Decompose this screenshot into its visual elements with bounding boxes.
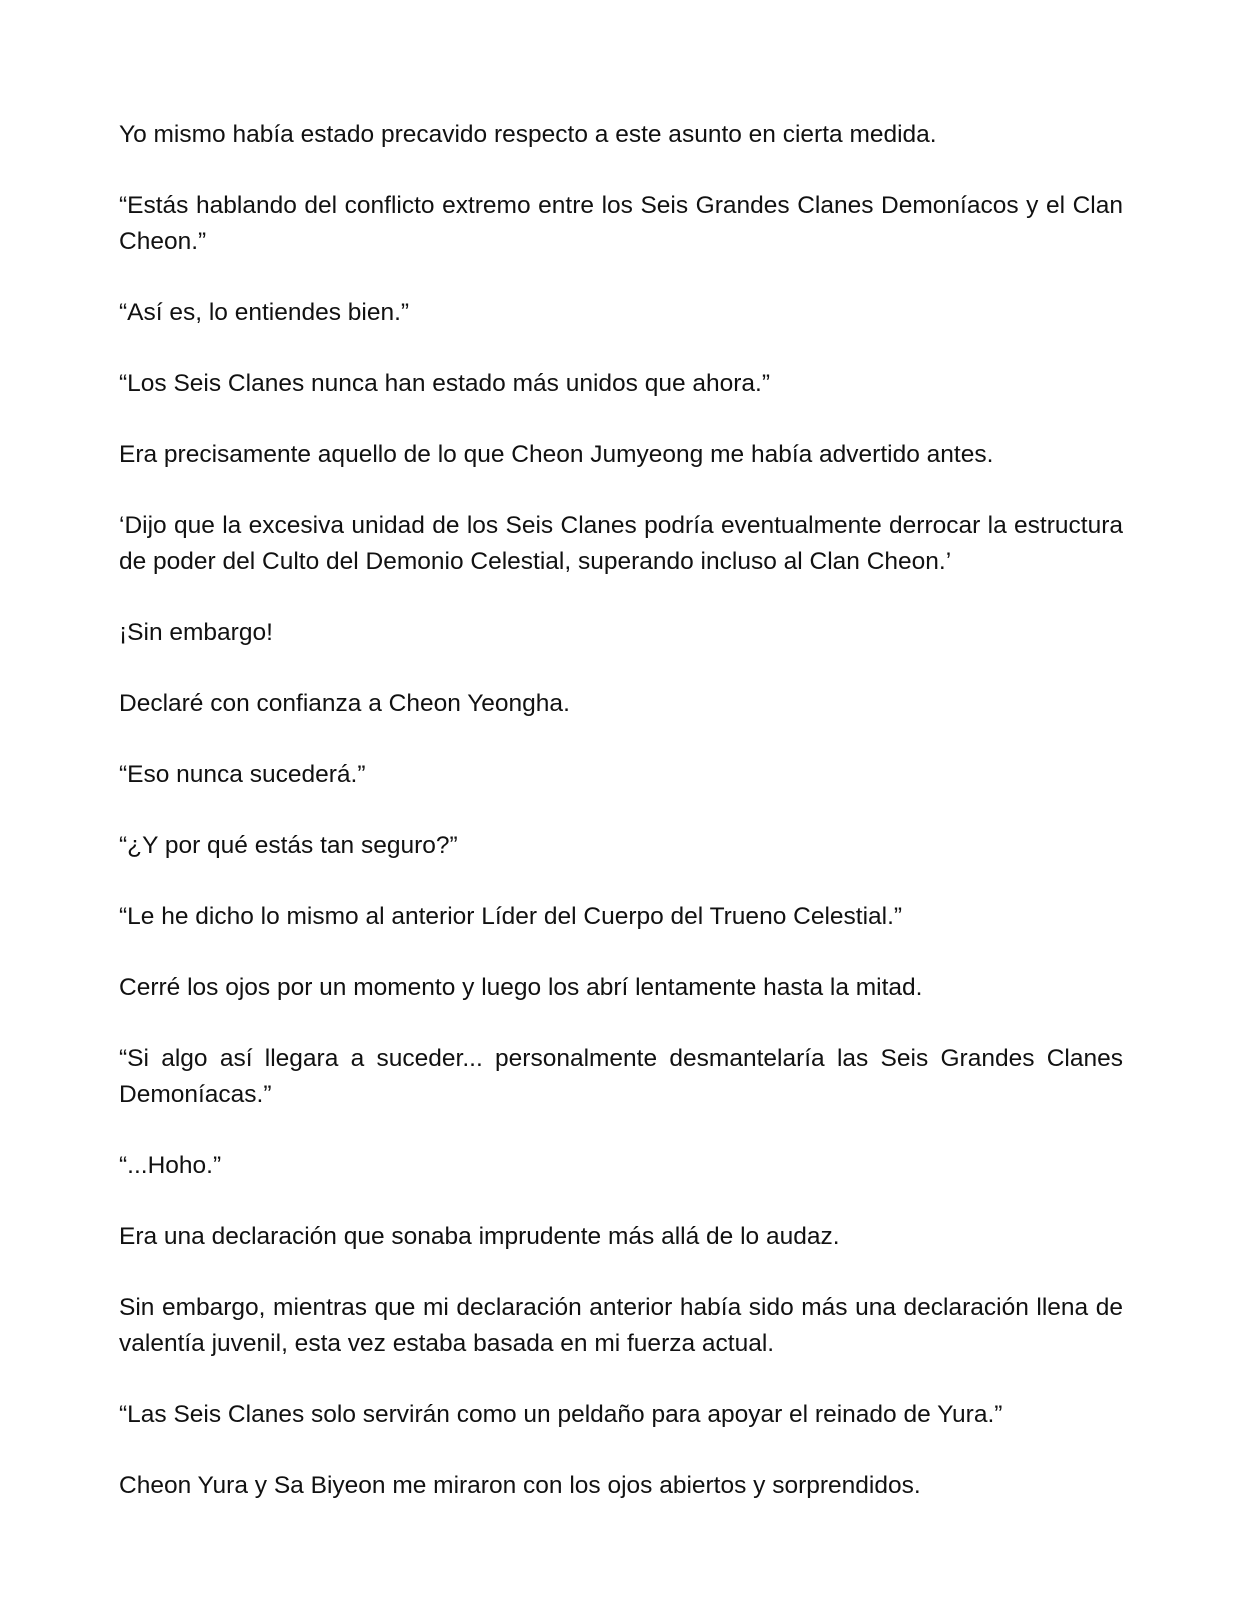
- paragraph: Cheon Yura y Sa Biyeon me miraron con los ojos abiertos y sorprendidos.: [119, 1472, 921, 1499]
- paragraph: “Estás hablando del conflicto extremo entre los Seis Grandes Clanes Demoníacos y el Clan Cheon.”: [119, 192, 1123, 255]
- paragraph: “Si algo así llegara a suceder... personalmente desmantelaría las Seis Grandes Clanes Demoníacas.”: [119, 1045, 1123, 1108]
- paragraph: “Así es, lo entiendes bien.”: [119, 299, 410, 326]
- paragraph: Era una declaración que sonaba imprudente más allá de lo audaz.: [119, 1223, 840, 1250]
- paragraph: “Le he dicho lo mismo al anterior Líder del Cuerpo del Trueno Celestial.”: [119, 903, 903, 930]
- paragraph: Declaré con confianza a Cheon Yeongha.: [119, 690, 570, 717]
- paragraph: “...Hoho.”: [119, 1152, 222, 1179]
- paragraph: Yo mismo había estado precavido respecto a este asunto en cierta medida.: [119, 121, 937, 148]
- paragraph: “Eso nunca sucederá.”: [119, 761, 366, 788]
- paragraph: Cerré los ojos por un momento y luego los abrí lentamente hasta la mitad.: [119, 974, 923, 1001]
- paragraph: Sin embargo, mientras que mi declaración anterior había sido más una declaración llena de valentía juvenil, esta vez estaba basada en mi fuerza actual.: [119, 1294, 1123, 1357]
- paragraph: ¡Sin embargo!: [119, 619, 273, 646]
- paragraph: “¿Y por qué estás tan seguro?”: [119, 832, 458, 859]
- paragraph: “Los Seis Clanes nunca han estado más unidos que ahora.”: [119, 370, 771, 397]
- document-page: [119, 117, 1123, 1539]
- paragraph: “Las Seis Clanes solo servirán como un peldaño para apoyar el reinado de Yura.”: [119, 1401, 1003, 1428]
- paragraph: ‘Dijo que la excesiva unidad de los Seis Clanes podría eventualmente derrocar la estructura de poder del Culto del Demonio Celestial, superando incluso al Clan Cheon.’: [119, 512, 1123, 575]
- paragraph: Era precisamente aquello de lo que Cheon Jumyeong me había advertido antes.: [119, 441, 994, 468]
